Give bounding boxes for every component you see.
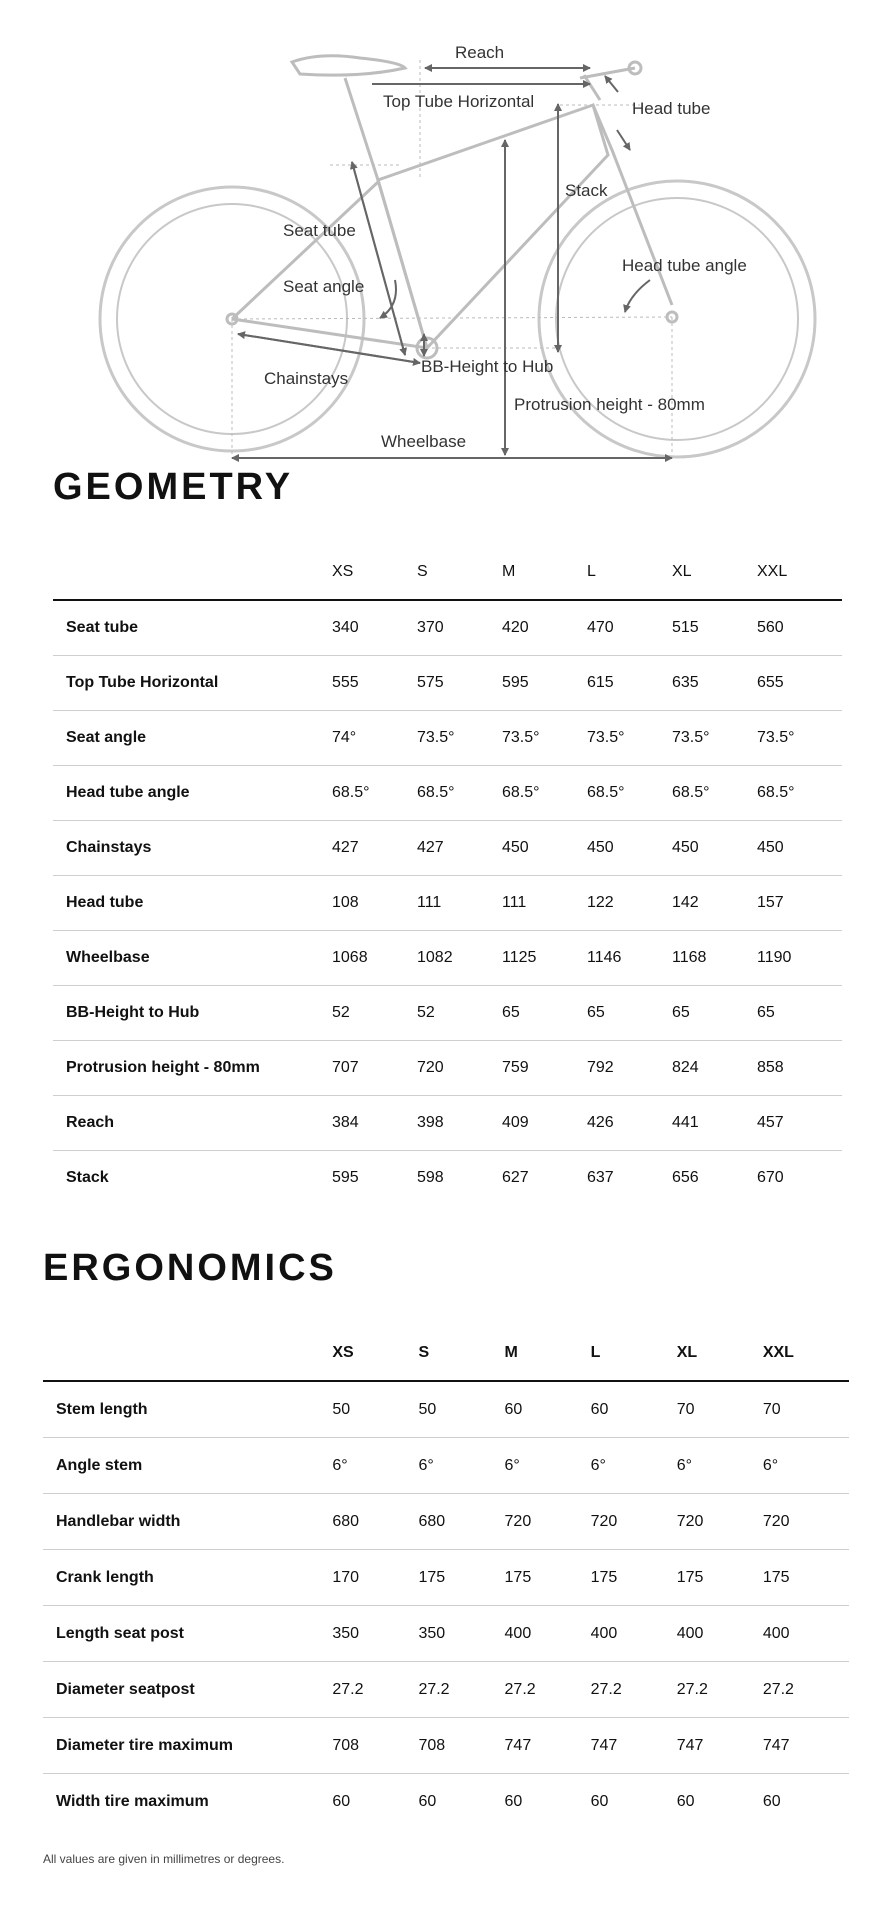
geometry-value-cell: 157 xyxy=(757,876,842,931)
ergonomics-value-cell: 747 xyxy=(677,1718,763,1774)
ergonomics-table-row xyxy=(43,1718,849,1774)
label-head-tube: Head tube xyxy=(632,99,711,118)
label-top-tube-horizontal: Top Tube Horizontal xyxy=(383,92,535,111)
geometry-value-cell: 1125 xyxy=(502,931,587,986)
ergonomics-value-cell: 175 xyxy=(677,1550,763,1606)
geometry-value-cell: 598 xyxy=(417,1169,444,1186)
geometry-value-cell: 595 xyxy=(502,656,587,711)
geometry-row-label: Chainstays xyxy=(53,821,332,876)
ergonomics-value-cell: 50 xyxy=(332,1381,418,1438)
geometry-value-cell: 111 xyxy=(502,876,587,931)
label-head-tube-angle: Head tube angle xyxy=(622,256,747,275)
geometry-row-label: Seat angle xyxy=(53,711,332,766)
geometry-value-cell: 409 xyxy=(502,1096,587,1151)
ergonomics-value-cell: 27.2 xyxy=(505,1662,591,1718)
geometry-value-cell: 426 xyxy=(587,1096,672,1151)
geometry-value-cell: 68.5° xyxy=(502,766,587,821)
label-protrusion-height: Protrusion height - 80mm xyxy=(514,395,705,414)
geometry-value-cell: 427 xyxy=(417,821,502,876)
geometry-table-row xyxy=(53,1151,842,1206)
ergonomics-size-header: L xyxy=(591,1326,677,1381)
geometry-value-cell: 65 xyxy=(502,986,587,1041)
geometry-row-label: Wheelbase xyxy=(53,931,332,986)
geometry-table-body xyxy=(53,600,842,1205)
geometry-value-cell: 759 xyxy=(502,1041,587,1096)
geometry-value-cell: 555 xyxy=(332,656,417,711)
geometry-value-cell: 340 xyxy=(332,600,417,656)
ergonomics-value-cell: 170 xyxy=(332,1550,418,1606)
label-chainstays: Chainstays xyxy=(264,369,349,388)
footnote: All values are given in millimetres or degrees. xyxy=(43,1852,285,1866)
ergonomics-table-body xyxy=(43,1381,849,1829)
ergonomics-row-label: Handlebar width xyxy=(43,1494,332,1550)
ergonomics-value-cell: 680 xyxy=(332,1494,418,1550)
ergonomics-value-cell: 70 xyxy=(677,1381,763,1438)
geometry-value-cell: 73.5° xyxy=(502,711,587,766)
ergonomics-row-label: Width tire maximum xyxy=(56,1792,209,1810)
label-reach: Reach xyxy=(455,43,505,62)
geometry-value-cell: 575 xyxy=(417,656,502,711)
geometry-value-cell: 792 xyxy=(587,1041,672,1096)
ergonomics-value-cell: 747 xyxy=(505,1718,591,1774)
geometry-size-header: M xyxy=(502,545,587,600)
geometry-value-cell: 670 xyxy=(757,1169,784,1186)
geometry-row-label: Stack xyxy=(66,1169,109,1186)
label-seat-tube: Seat tube xyxy=(283,221,356,240)
ergonomics-table xyxy=(43,1326,849,1829)
ergonomics-size-header: XS xyxy=(332,1326,418,1381)
ergonomics-size-header: M xyxy=(505,1326,591,1381)
ergonomics-value-cell: 175 xyxy=(505,1550,591,1606)
geometry-value-cell: 73.5° xyxy=(417,711,502,766)
geometry-table-row xyxy=(53,766,842,821)
ergonomics-value-cell: 708 xyxy=(332,1718,418,1774)
label-seat-angle: Seat angle xyxy=(283,277,365,296)
geometry-value-cell: 457 xyxy=(757,1096,842,1151)
ergonomics-value-cell: 60 xyxy=(590,1792,609,1810)
geometry-table-row xyxy=(53,986,842,1041)
ergonomics-value-cell: 60 xyxy=(505,1381,591,1438)
geometry-row-label: Head tube angle xyxy=(53,766,332,821)
ergonomics-row-label: Diameter seatpost xyxy=(43,1662,332,1718)
geometry-value-cell: 68.5° xyxy=(332,766,417,821)
geometry-value-cell: 74° xyxy=(332,711,417,766)
ergonomics-value-cell: 27.2 xyxy=(677,1662,763,1718)
geometry-value-cell: 420 xyxy=(502,600,587,656)
geometry-table-row xyxy=(53,711,842,766)
ergonomics-value-cell: 400 xyxy=(591,1606,677,1662)
ergonomics-value-cell: 350 xyxy=(332,1606,418,1662)
ergonomics-row-label: Stem length xyxy=(43,1381,332,1438)
geometry-value-cell: 73.5° xyxy=(672,711,757,766)
ergonomics-table-row xyxy=(43,1774,849,1830)
geometry-value-cell: 108 xyxy=(332,876,417,931)
ergonomics-value-cell: 50 xyxy=(418,1381,504,1438)
ergonomics-title: ERGONOMICS xyxy=(43,1247,337,1289)
geometry-value-cell: 441 xyxy=(672,1096,757,1151)
geometry-value-cell: 470 xyxy=(587,600,672,656)
geometry-value-cell: 515 xyxy=(672,600,757,656)
ergonomics-row-label: Angle stem xyxy=(43,1438,332,1494)
geometry-value-cell: 73.5° xyxy=(757,711,842,766)
geometry-row-label: Top Tube Horizontal xyxy=(53,656,332,711)
geometry-value-cell: 384 xyxy=(332,1096,417,1151)
geometry-value-cell: 637 xyxy=(587,1169,614,1186)
geometry-row-label: Protrusion height - 80mm xyxy=(53,1041,332,1096)
geometry-value-cell: 1168 xyxy=(672,931,757,986)
ergonomics-value-cell: 27.2 xyxy=(418,1662,504,1718)
geometry-value-cell: 73.5° xyxy=(587,711,672,766)
geometry-row-label: BB-Height to Hub xyxy=(53,986,332,1041)
ergonomics-value-cell: 400 xyxy=(763,1606,849,1662)
geometry-size-header: XXL xyxy=(757,545,842,600)
geometry-table-row xyxy=(53,600,842,656)
ergonomics-row-label: Crank length xyxy=(43,1550,332,1606)
ergonomics-value-cell: 175 xyxy=(591,1550,677,1606)
label-bb-height-to-hub: BB-Height to Hub xyxy=(421,357,554,376)
geometry-value-cell: 1146 xyxy=(587,931,672,986)
geometry-value-cell: 450 xyxy=(502,821,587,876)
geometry-header-row xyxy=(53,545,842,600)
geometry-value-cell: 52 xyxy=(417,986,502,1041)
geometry-row-label: Head tube xyxy=(53,876,332,931)
geometry-value-cell: 595 xyxy=(332,1169,359,1186)
ergonomics-size-header: XXL xyxy=(763,1326,849,1381)
geometry-value-cell: 370 xyxy=(417,600,502,656)
ergonomics-value-cell: 720 xyxy=(591,1494,677,1550)
ergonomics-table-row xyxy=(43,1381,849,1438)
geometry-value-cell: 707 xyxy=(332,1041,417,1096)
geometry-value-cell: 655 xyxy=(757,656,842,711)
geometry-table-row xyxy=(53,1041,842,1096)
geometry-value-cell: 65 xyxy=(672,986,757,1041)
ergonomics-size-header: S xyxy=(418,1326,504,1381)
ergonomics-value-cell: 720 xyxy=(763,1494,849,1550)
ergonomics-table-row xyxy=(43,1550,849,1606)
ergonomics-value-cell: 350 xyxy=(418,1606,504,1662)
geometry-value-cell: 398 xyxy=(417,1096,502,1151)
ergonomics-value-cell: 400 xyxy=(677,1606,763,1662)
geometry-value-cell: 858 xyxy=(757,1041,842,1096)
geometry-value-cell: 450 xyxy=(757,821,842,876)
ergonomics-value-cell: 27.2 xyxy=(763,1662,849,1718)
geometry-value-cell: 450 xyxy=(672,821,757,876)
geometry-value-cell: 68.5° xyxy=(587,766,672,821)
geometry-value-cell: 1190 xyxy=(757,931,842,986)
geometry-size-header: L xyxy=(587,545,672,600)
ergonomics-value-cell: 720 xyxy=(505,1494,591,1550)
ergonomics-table-row xyxy=(43,1438,849,1494)
geometry-table-row xyxy=(53,931,842,986)
ergonomics-value-cell: 6° xyxy=(505,1438,591,1494)
ergonomics-value-cell: 60 xyxy=(418,1792,437,1810)
geometry-value-cell: 627 xyxy=(502,1169,529,1186)
geometry-value-cell: 450 xyxy=(587,821,672,876)
ergonomics-value-cell: 6° xyxy=(763,1438,849,1494)
ergonomics-value-cell: 400 xyxy=(505,1606,591,1662)
ergonomics-value-cell: 6° xyxy=(591,1438,677,1494)
ergonomics-value-cell: 6° xyxy=(418,1438,504,1494)
ergonomics-value-cell: 680 xyxy=(418,1494,504,1550)
ergonomics-value-cell: 6° xyxy=(677,1438,763,1494)
geometry-value-cell: 65 xyxy=(587,986,672,1041)
geometry-value-cell: 720 xyxy=(417,1041,502,1096)
geometry-value-cell: 142 xyxy=(672,876,757,931)
label-stack: Stack xyxy=(565,181,608,200)
geometry-value-cell: 824 xyxy=(672,1041,757,1096)
label-wheelbase: Wheelbase xyxy=(381,432,467,451)
ergonomics-header-blank xyxy=(43,1326,332,1381)
geometry-value-cell: 52 xyxy=(332,986,417,1041)
geometry-value-cell: 68.5° xyxy=(757,766,842,821)
ergonomics-table-row xyxy=(43,1662,849,1718)
geometry-value-cell: 1068 xyxy=(332,931,417,986)
ergonomics-value-cell: 27.2 xyxy=(332,1662,418,1718)
ergonomics-value-cell: 60 xyxy=(762,1792,781,1810)
ergonomics-size-header: XL xyxy=(677,1326,763,1381)
ergonomics-value-cell: 60 xyxy=(332,1792,351,1810)
geometry-table-row xyxy=(53,876,842,931)
ergonomics-value-cell: 70 xyxy=(763,1381,849,1438)
ergonomics-value-cell: 175 xyxy=(763,1550,849,1606)
geometry-row-label: Seat tube xyxy=(53,600,332,656)
ergonomics-table-row xyxy=(43,1494,849,1550)
ergonomics-table-row xyxy=(43,1606,849,1662)
ergonomics-value-cell: 60 xyxy=(591,1381,677,1438)
geometry-table-row xyxy=(53,821,842,876)
geometry-header-blank xyxy=(53,545,332,600)
ergonomics-value-cell: 720 xyxy=(677,1494,763,1550)
geometry-value-cell: 1082 xyxy=(417,931,502,986)
geometry-value-cell: 427 xyxy=(332,821,417,876)
ergonomics-row-label: Diameter tire maximum xyxy=(43,1718,332,1774)
geometry-size-header: S xyxy=(417,545,502,600)
ergonomics-value-cell: 747 xyxy=(763,1718,849,1774)
geometry-value-cell: 65 xyxy=(757,986,842,1041)
geometry-value-cell: 635 xyxy=(672,656,757,711)
ergonomics-value-cell: 175 xyxy=(418,1550,504,1606)
geometry-value-cell: 615 xyxy=(587,656,672,711)
ergonomics-header-row xyxy=(43,1326,849,1381)
geometry-table xyxy=(53,545,842,1205)
geometry-value-cell: 560 xyxy=(757,600,842,656)
ergonomics-value-cell: 747 xyxy=(591,1718,677,1774)
geometry-title: GEOMETRY xyxy=(53,466,294,508)
geometry-value-cell: 656 xyxy=(672,1169,699,1186)
ergonomics-value-cell: 6° xyxy=(332,1438,418,1494)
geometry-value-cell: 122 xyxy=(587,876,672,931)
ergonomics-value-cell: 60 xyxy=(504,1792,523,1810)
ergonomics-row-label: Length seat post xyxy=(43,1606,332,1662)
geometry-value-cell: 68.5° xyxy=(672,766,757,821)
geometry-size-header: XL xyxy=(672,545,757,600)
ergonomics-value-cell: 27.2 xyxy=(591,1662,677,1718)
geometry-table-row xyxy=(53,1096,842,1151)
geometry-value-cell: 111 xyxy=(417,876,502,931)
ergonomics-value-cell: 60 xyxy=(676,1792,695,1810)
geometry-table-row xyxy=(53,656,842,711)
ergonomics-value-cell: 708 xyxy=(418,1718,504,1774)
geometry-value-cell: 68.5° xyxy=(417,766,502,821)
bike-geometry-diagram xyxy=(0,0,895,465)
geometry-row-label: Reach xyxy=(53,1096,332,1151)
geometry-size-header: XS xyxy=(332,545,417,600)
